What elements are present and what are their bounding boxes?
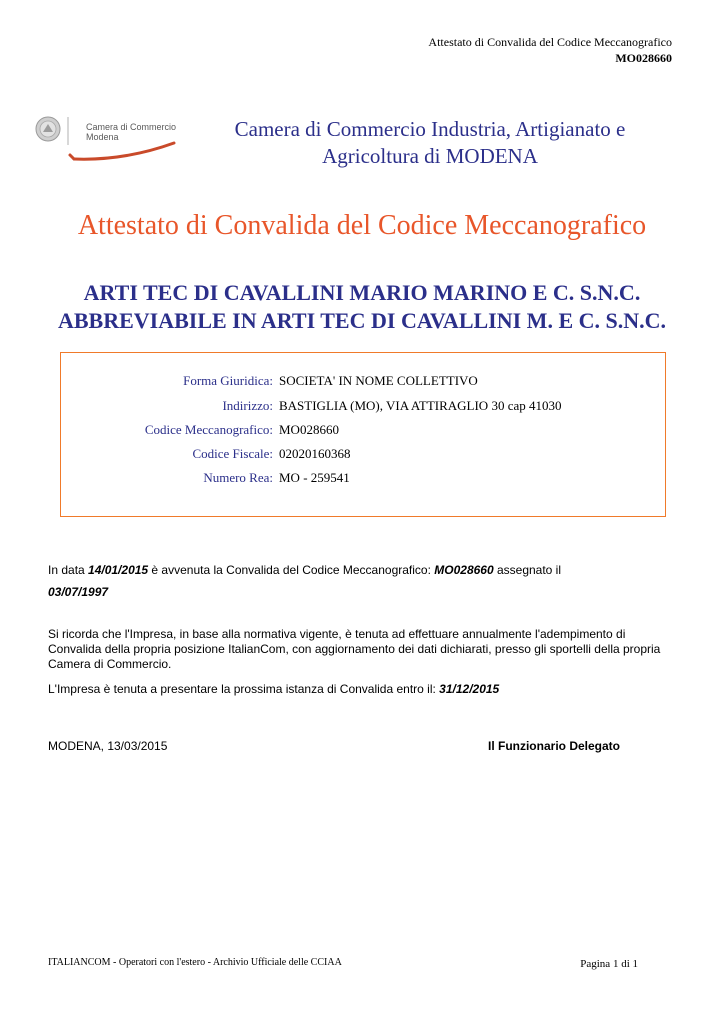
official-signature: Il Funzionario Delegato: [487, 739, 620, 753]
detail-label: Numero Rea:: [203, 470, 273, 485]
para1-text2: è avvenuta la Convalida del Codice Meccanografico:: [148, 563, 435, 577]
para1-text3: assegnato il: [493, 563, 562, 577]
detail-label: Codice Meccanografico:: [144, 422, 273, 437]
footer-archive: ITALIANCOM - Operatori con l'estero - Archivio Ufficiale delle CCIAA: [48, 957, 342, 968]
chamber-line1: Camera di Commercio Industria, Artigianato e: [234, 117, 626, 141]
logo-line1: Camera di Commercio: [86, 122, 177, 132]
company-line1: ARTI TEC DI CAVALLINI MARIO MARINO E C. S.N.C.: [83, 280, 641, 305]
detail-label: Codice Fiscale:: [192, 446, 273, 461]
detail-label: Forma Giuridica:: [183, 373, 273, 388]
page-title: Attestato di Convalida del Codice Meccanografico: [77, 210, 647, 241]
para1-text1: In data: [48, 563, 89, 577]
reminder-paragraph: Si ricorda che l'Impresa, in base alla normativa vigente, è tenuta ad effettuare annualmente l'adempimento di Convalida della propria posizione ItalianCom, con aggiornamento dei dati dichiarati, presso gli sportelli della propria Camera di Commercio.: [48, 627, 661, 671]
validation-code: MO028660: [434, 563, 494, 577]
header-code: MO028660: [615, 51, 672, 65]
assigned-date: 03/07/1997: [48, 585, 109, 599]
place-date: MODENA, 13/03/2015: [48, 739, 168, 753]
detail-value: SOCIETA' IN NOME COLLETTIVO: [279, 373, 478, 388]
page-number: Pagina 1 di 1: [580, 958, 638, 970]
validation-paragraph: [48, 559, 678, 603]
company-name: [20, 279, 704, 335]
chamber-logo: [34, 115, 184, 165]
company-line2: ABBREVIABILE IN ARTI TEC DI CAVALLINI M. E C. S.N.C.: [57, 308, 667, 333]
logo-line2: Modena: [86, 132, 119, 142]
next-deadline-paragraph: [48, 682, 678, 696]
detail-label: Indirizzo:: [222, 398, 273, 413]
detail-value: MO028660: [279, 422, 339, 437]
chamber-name: [200, 116, 660, 170]
deadline-date: 31/12/2015: [439, 682, 500, 696]
detail-value: MO - 259541: [279, 470, 350, 485]
detail-value: BASTIGLIA (MO), VIA ATTIRAGLIO 30 cap 41030: [279, 398, 562, 413]
chamber-line2: Agricoltura di MODENA: [322, 144, 538, 168]
validation-date: 14/01/2015: [88, 563, 149, 577]
details-box: [60, 352, 666, 517]
detail-value: 02020160368: [279, 446, 351, 461]
deadline-text: L'Impresa è tenuta a presentare la prossima istanza di Convalida entro il:: [48, 682, 440, 696]
header-doc-title: Attestato di Convalida del Codice Meccanografico: [428, 35, 672, 49]
